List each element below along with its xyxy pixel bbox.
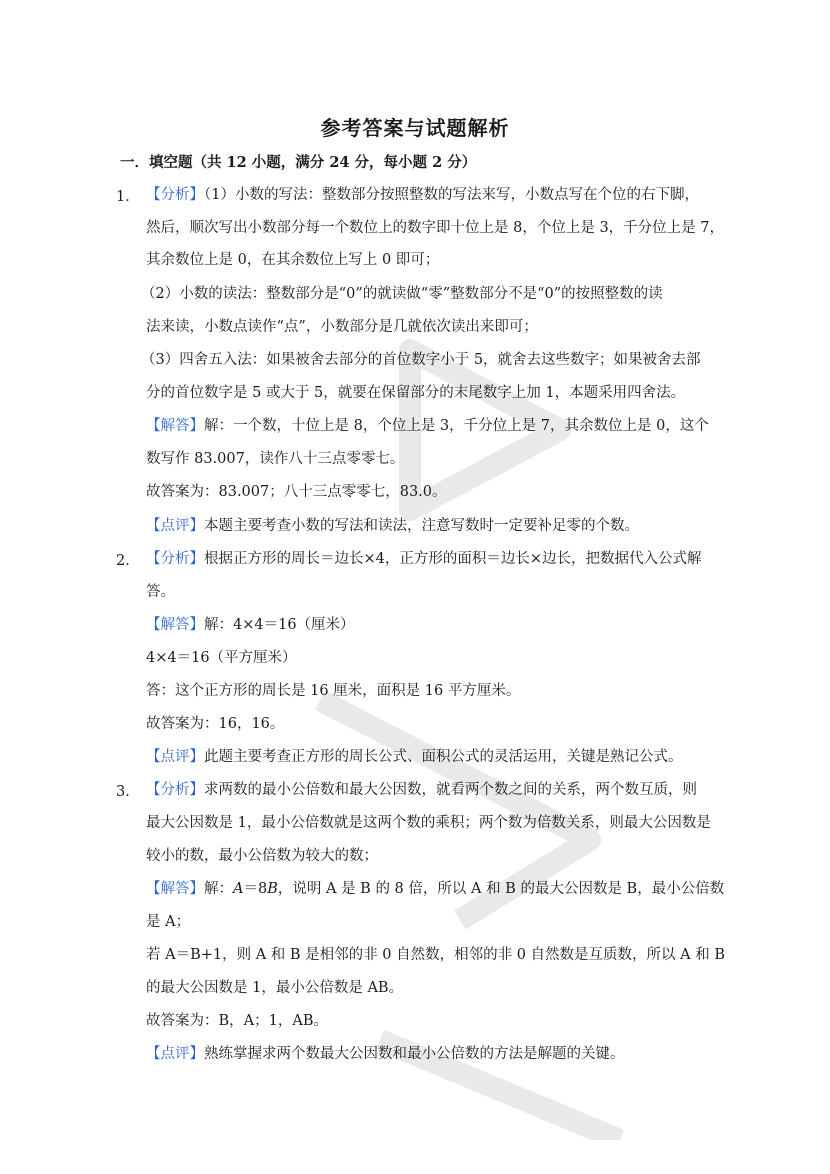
text: 此题主要考查正方形的周长公式、面积公式的灵活运用，关键是熟记公式。 xyxy=(204,749,683,765)
analysis-tag: 【分析】 xyxy=(146,187,204,203)
text-line: 的最大公因数是 1，最小公倍数是 AB。 xyxy=(146,980,404,996)
comment-tag: 【点评】 xyxy=(146,749,204,765)
answer-line xyxy=(146,615,355,635)
page-title: 参考答案与试题解析 xyxy=(320,116,510,140)
analysis-line xyxy=(146,185,699,205)
comment-line xyxy=(146,516,639,536)
text: ，说明 A 是 B 的 8 倍，所以 A 和 B 的最大公因数是 B，最小公倍数 xyxy=(277,881,725,897)
text-line: 分的首位数字是 5 或大于 5，就要在保留部分的末尾数字上加 1，本题采用四舍法。 xyxy=(146,385,686,401)
question-number: 3． xyxy=(116,784,140,800)
text: 解：一个数，十位上是 8，个位上是 3，千分位上是 7，其余数位上是 0，这个 xyxy=(204,418,709,434)
text: 本题主要考查小数的写法和读法，注意写数时一定要补足零的个数。 xyxy=(204,518,639,534)
text-line: 4×4＝16（平方厘米） xyxy=(146,650,297,666)
text-line: 法来读，小数点读作“点”，小数部分是几就依次读出来即可； xyxy=(146,319,538,335)
var-a: A xyxy=(233,881,244,897)
text: 根据正方形的周长＝边长×4，正方形的面积＝边长×边长，把数据代入公式解 xyxy=(204,551,702,567)
text-line: 故答案为：B，A；1，AB。 xyxy=(146,1013,328,1029)
answer-tag: 【解答】 xyxy=(146,617,204,633)
comment-tag: 【点评】 xyxy=(146,518,204,534)
text: ＝8 xyxy=(243,881,268,897)
text-line: 较小的数，最小公倍数为较大的数； xyxy=(146,848,378,864)
section-heading: 一．填空题（共 12 小题，满分 24 分，每小题 2 分） xyxy=(120,154,477,171)
analysis-line xyxy=(146,549,702,569)
question-number: 2． xyxy=(116,553,140,569)
analysis-tag: 【分析】 xyxy=(146,782,204,798)
text-line: 然后，顺次写出小数部分每一个数位上的数字即十位上是 8，个位上是 3，千分位上是 7， xyxy=(146,220,724,236)
text: （1）小数的写法：整数部分按照整数的写法来写，小数点写在个位的右下脚， xyxy=(204,187,699,203)
analysis-line xyxy=(146,780,697,800)
comment-line xyxy=(146,1044,625,1064)
text-line: （3）四舍五入法：如果被舍去部分的首位数字小于 5，就舍去这些数字；如果被舍去部 xyxy=(141,352,701,368)
text: 解： xyxy=(204,881,233,897)
text-line: 若 A＝B+1，则 A 和 B 是相邻的非 0 自然数，相邻的非 0 自然数是互质数，所以 A 和 B xyxy=(146,947,726,963)
text-line: （2）小数的读法：整数部分是“0”的就读做“零”整数部分不是“0”的按照整数的读 xyxy=(141,286,663,302)
answer-tag: 【解答】 xyxy=(146,881,204,897)
text-line: 数写作 83.007，读作八十三点零零七。 xyxy=(146,451,405,467)
question-number: 1． xyxy=(116,189,140,205)
answer-line xyxy=(146,879,724,899)
text-line: 其余数位上是 0，在其余数位上写上 0 即可； xyxy=(146,252,440,268)
comment-tag: 【点评】 xyxy=(146,1046,204,1062)
comment-line xyxy=(146,747,683,767)
var-b: B xyxy=(267,881,278,897)
text: 熟练掌握求两个数最大公因数和最小公倍数的方法是解题的关键。 xyxy=(204,1046,625,1062)
text: 求两数的最小公倍数和最大公因数，就看两个数之间的关系，两个数互质，则 xyxy=(204,782,697,798)
analysis-tag: 【分析】 xyxy=(146,551,204,567)
text-line: 是 A； xyxy=(146,914,191,930)
watermark-logo xyxy=(260,280,720,1140)
answer-line xyxy=(146,416,709,436)
text-line: 答：这个正方形的周长是 16 厘米，面积是 16 平方厘米。 xyxy=(146,683,521,699)
text-line: 答。 xyxy=(146,584,175,600)
answer-tag: 【解答】 xyxy=(146,418,204,434)
text-line: 最大公因数是 1，最小公倍数就是这两个数的乘积；两个数为倍数关系，则最大公因数是 xyxy=(146,815,711,831)
text-line: 故答案为：16，16。 xyxy=(146,716,285,732)
text-line: 故答案为：83.007；八十三点零零七，83.0。 xyxy=(146,484,447,500)
text: 解：4×4＝16（厘米） xyxy=(204,617,355,633)
